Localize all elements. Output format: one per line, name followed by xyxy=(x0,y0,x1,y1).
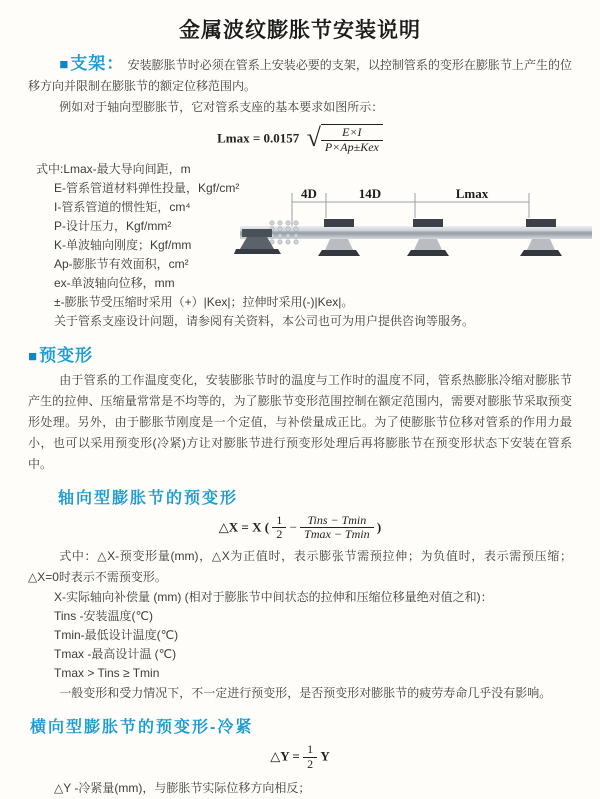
delta-x-formula xyxy=(28,514,572,543)
definition-line: K-单波轴向刚度；Kgf/mm xyxy=(54,237,192,252)
support-section-heading: ■支架： xyxy=(59,54,125,73)
definition-line: Tmax > Tins ≥ Tmin xyxy=(54,666,160,681)
dim-label-14d: 14D xyxy=(358,185,382,201)
definition-line: 式中:Lmax-最大导向间距，m xyxy=(36,161,191,176)
support-example-line: 例如对于轴向型膨胀节，它对管系支座的基本要求如图所示： xyxy=(59,100,384,114)
content-area xyxy=(0,53,600,799)
definition-line: Tmin-最低设计温度(℃) xyxy=(54,628,179,643)
definition-line: X-实际轴向补偿量 (mm) (相对于膨胀节中间状态的拉伸和压缩位移量绝对值之和)： xyxy=(54,590,493,605)
definition-line: P-设计压力，Kgf/mm² xyxy=(54,218,172,233)
axial-note2-line: 一般变形和受力情况下，不一定进行预变形，是否预变形对膨胀节的疲劳寿命几乎没有影响。 xyxy=(59,686,552,701)
support-intro-text: 安装膨胀节时必须在管系上安装必要的支架，以控制管系的变形在膨胀节上产生的位移方向并限制在膨胀节的额定位移范围内。 xyxy=(28,58,572,93)
delta-x-lhs: △X = X ( xyxy=(218,518,270,534)
section-square-icon: ■ xyxy=(59,56,70,73)
definition-line: Tins -安装温度(℃) xyxy=(54,609,154,624)
axial-definitions-block xyxy=(28,588,572,683)
one-half-fraction: $\frac{1}{2}$ xyxy=(272,514,286,543)
definition-line: I-管系管道的惯性矩，cm⁴ xyxy=(54,199,191,214)
lmax-fraction xyxy=(321,126,383,155)
pipe xyxy=(240,226,592,239)
minus-sign: − xyxy=(289,518,297,534)
lateral-note-line: △Y -冷紧量(mm)，与膨胀节实际位移方向相反； xyxy=(54,780,311,795)
definition-line: Ap-膨胀节有效面积，cm² xyxy=(54,256,189,271)
lmax-formula-lhs: Lmax = 0.0157 xyxy=(217,130,300,146)
page-title: 金属波纹膨胀节安装说明 xyxy=(179,19,421,42)
preform-paragraph: 由于管系的工作温度变化，安装膨胀节时的温度与工作时的温度不同，管系热膨胀冷缩对膨胀节产生的拉伸、压缩量常常是不均等的，为了膨胀节变形范围控制在额定范围内，需要对膨胀节采取预变形处理。另外，由于膨胀节刚度是一个定值，与补偿量成正比。为了使膨胀节位移对管系的作用力最小，也可以采用预变形(冷紧)方让对膨胀节进行预变形处理后再将膨胀节在预变形状态下安装在管系中。 xyxy=(28,372,572,471)
definition-line: 关于管系支座设计问题，请参阅有关资料，本公司也可为用户提供咨询等服务。 xyxy=(54,313,475,328)
radical-sign: √ xyxy=(306,123,321,153)
delta-y-rhs: Y xyxy=(320,748,330,764)
sqrt-radical xyxy=(307,124,383,155)
definition-line: ex-单波轴向位移，mm xyxy=(54,275,175,290)
temperature-fraction: $\frac{\text{Tins − Tmin}}{Tmax - Tmin}$ xyxy=(300,514,373,543)
lmax-formula xyxy=(28,124,572,155)
one-half-fraction: $\frac{1}{2}$ xyxy=(303,743,317,772)
delta-y-formula xyxy=(28,743,572,772)
axial-note-paragraph: 式中：△X-预变形量(mm)，△X为正值时，表示膨张节需预拉伸；为负值时，表示需预压缩；△X=0时表示不需预变形。 xyxy=(28,549,572,585)
definition-line: E-管系管道材料弹性投量，Kgf/cm² xyxy=(54,180,240,195)
section-square-icon: ■ xyxy=(28,347,39,365)
preform-section-heading: ■预变形 xyxy=(28,345,94,365)
support-definitions-block xyxy=(28,160,572,331)
support-spacing-diagram xyxy=(236,186,596,286)
dim-label-lmax: Lmax xyxy=(455,185,489,201)
delta-x-rhs: ) xyxy=(376,518,382,534)
support-intro-paragraph xyxy=(28,53,572,97)
lateral-subsection-heading: 横向型膨胀节的预变形-冷紧 xyxy=(30,719,254,737)
axial-subsection-heading: 轴向型膨胀节的预变形 xyxy=(58,489,239,507)
lmax-fraction-numerator: E×I xyxy=(321,126,383,141)
delta-y-lhs: △Y = xyxy=(270,748,300,764)
definition-line: ±-膨胀节受压缩时采用（+）|Kex|；拉伸时采用(-)|Kex|。 xyxy=(54,294,354,309)
dim-label-4d: 4D xyxy=(301,185,317,201)
lmax-fraction-denominator: P×Ap±Kex xyxy=(324,139,379,154)
definition-line: Tmax -最高设计温 (℃) xyxy=(54,647,177,662)
